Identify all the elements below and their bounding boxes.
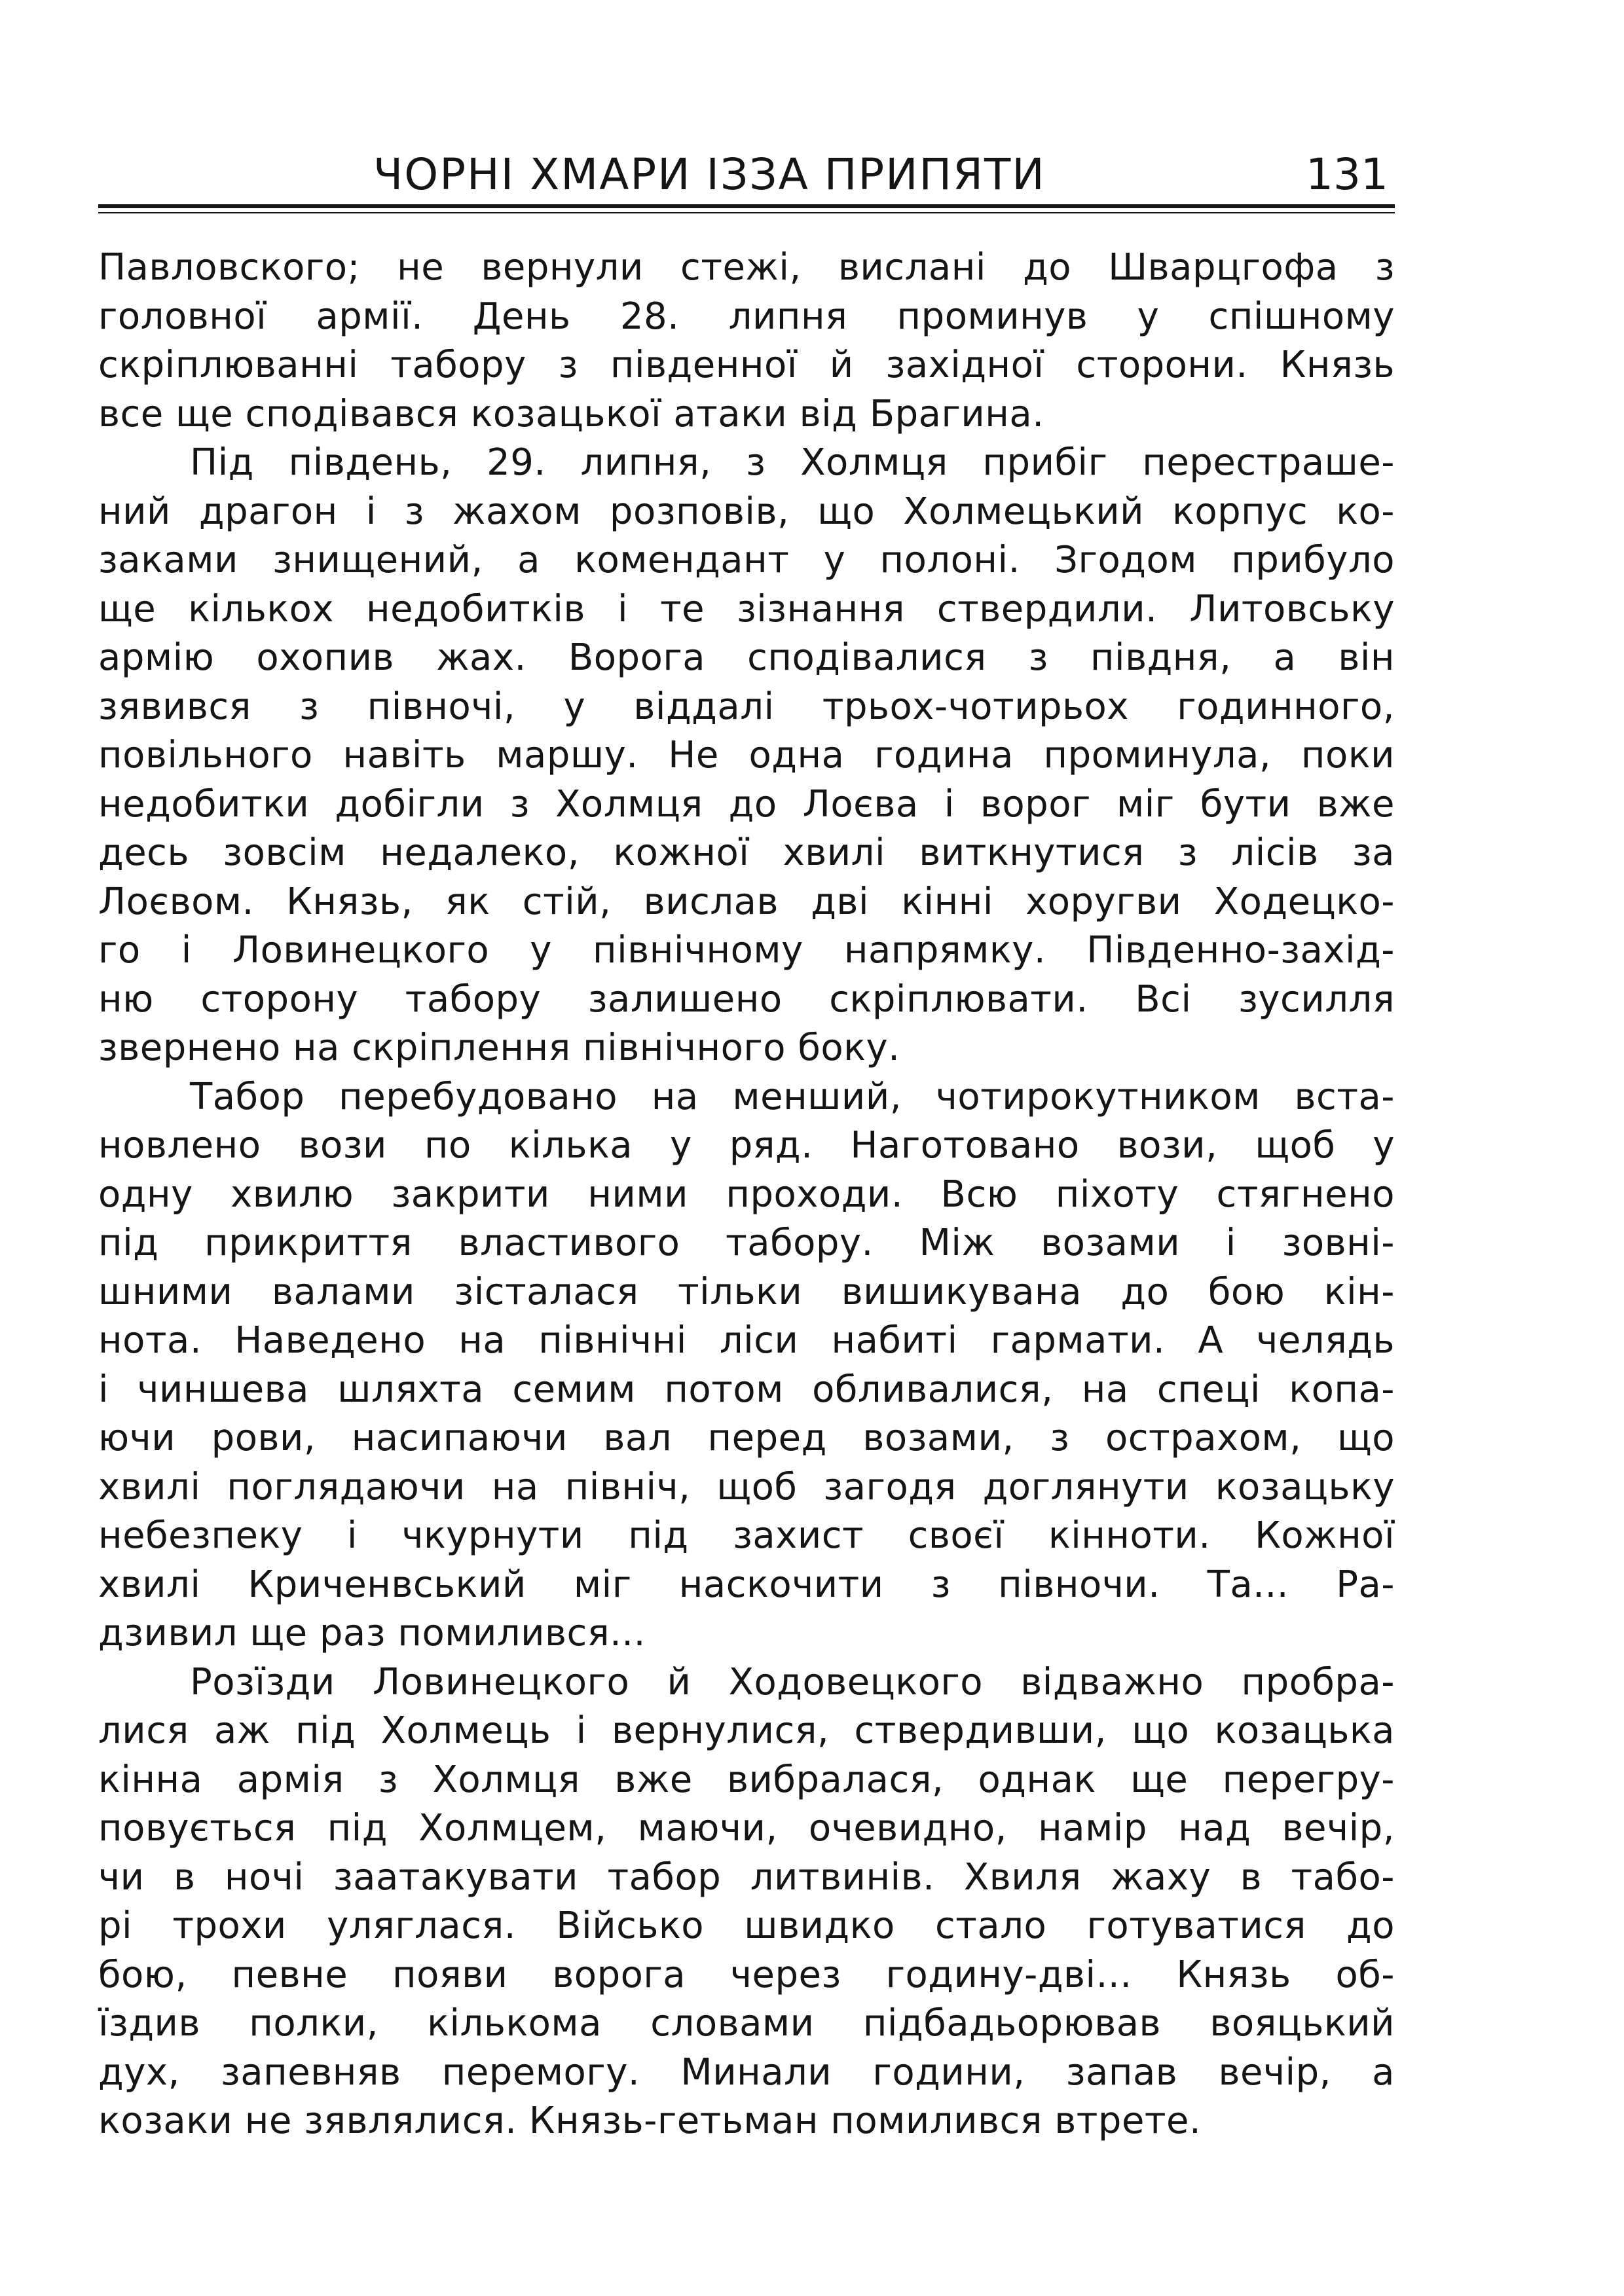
paragraph [98,1658,1395,2146]
text-line: шними валами зісталася тільки вишикувана до бою кін- [98,1270,1395,1313]
text-line: ню сторону табору залишено скріплювати. Всі зусилля [98,977,1395,1021]
text-line: ний драгон і з жахом розповів, що Холмецький корпус ко- [98,490,1395,533]
running-header [98,144,1395,203]
text-line: го і Ловинецкого у північному напрямку. Південно-захід- [98,929,1395,972]
text-line: нота. Наведено на північні ліси набиті гармати. А челядь [98,1319,1395,1362]
text-line: недобитки добігли з Холмця до Лоєва і ворог міг бути вже [98,782,1395,826]
text-line: їздив полки, кількома словами підбадьорював вояцький [98,2002,1395,2045]
running-title: ЧОРНІ ХМАРИ ІЗЗА ПРИПЯТИ [373,149,1046,200]
header-rule-thin [98,212,1395,213]
text-line: Під південь, 29. липня, з Холмця прибіг перестраше- [190,441,1395,484]
text-line: зявився з півночі, у віддалі трьох-чотирьох годинного, [98,685,1395,728]
text-line: небезпеку і чкурнути під захист своєї кінноти. Кожної [98,1514,1395,1557]
text-line: ючи рови, насипаючи вал перед возами, з острахом, що [98,1417,1395,1459]
text-line: дух, запевняв перемогу. Минали години, запав вечір, а [98,2050,1395,2094]
text-line: Розїзди Ловинецкого й Ходовецкого відважно пробра- [190,1660,1395,1704]
text-line: Лоєвом. Князь, як стій, вислав дві кінні хоругви Ходецко- [98,880,1395,923]
body-text [98,244,1395,2146]
paragraph [98,1073,1395,1658]
text-line: лися аж під Холмець і вернулися, ствердивши, що козацька [98,1709,1395,1752]
header-rule-thick [98,204,1395,208]
text-line: звернено на скріплення північного боку. [98,1027,900,1069]
text-line: новлено вози по кілька у ряд. Наготовано вози, щоб у [98,1124,1395,1167]
text-line: десь зовсім недалеко, кожної хвилі виткнутися з лісів за [98,831,1395,874]
text-line: козаки не зявлялися. Князь-гетьман помилився втрете. [98,2100,1202,2142]
text-line: бою, певне появи ворога через годину-дві... Князь об- [98,1953,1395,1996]
text-line: чи в ночі заатакувати табор литвинів. Хвиля жаху в табо- [98,1855,1395,1899]
text-line: заками знищений, а комендант у полоні. Згодом прибуло [98,539,1395,581]
text-line: скріплюванні табору з південної й західної сторони. Князь [98,344,1395,386]
text-line: повільного навіть маршу. Не одна година проминула, поки [98,734,1395,776]
paragraph [98,439,1395,1073]
text-line: під прикриття властивого табору. Між возами і зовні- [98,1222,1395,1264]
text-line: Павловского; не вернули стежі, вислані до Шварцгофа з [98,246,1395,289]
text-line: дзивил ще раз помилився... [98,1612,646,1654]
text-line: одну хвилю закрити ними проходи. Всю піхоту стягнено [98,1173,1395,1216]
text-line: армію охопив жах. Ворога сподівалися з півдня, а він [98,636,1395,679]
text-line: головної армії. День 28. липня проминув у спішному [98,295,1395,338]
text-line: і чиншева шляхта семим потом обливалися, на спеці копа- [98,1368,1395,1411]
text-line: ще кількох недобитків і те зізнання ствердили. Литовську [98,587,1395,630]
text-line: хвилі Криченвський міг наскочити з півночи. Та... Ра- [98,1563,1395,1606]
page-number: 131 [1306,149,1388,200]
text-line: Табор перебудовано на менший, чотирокутником вста- [190,1075,1395,1118]
text-line: хвилі поглядаючи на північ, щоб загодя доглянути козацьку [98,1465,1395,1508]
text-line: все ще сподівався козацької атаки від Брагина. [98,392,1044,435]
text-line: повується під Холмцем, маючи, очевидно, намір над вечір, [98,1807,1395,1850]
text-line: рі трохи уляглася. Військо швидко стало готуватися до [98,1904,1395,1947]
text-line: кінна армія з Холмця вже вибралася, однак ще перегру- [98,1758,1395,1801]
paragraph [98,244,1395,439]
